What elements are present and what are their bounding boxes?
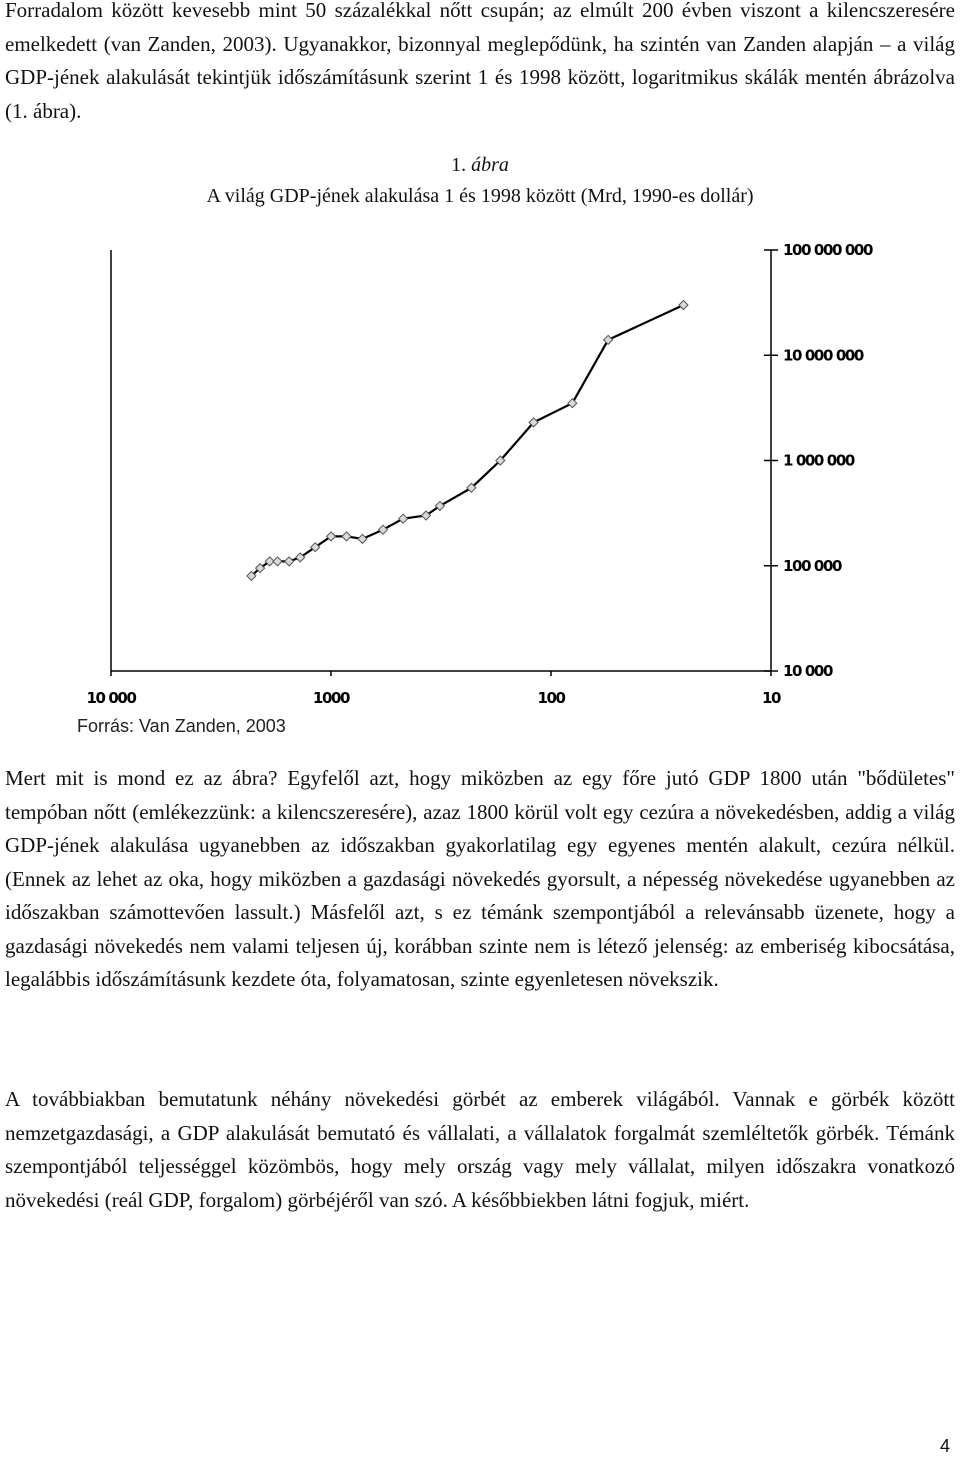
gdp-data-point	[568, 399, 577, 408]
gdp-chart-svg	[0, 230, 960, 720]
figure-number-word: ábra	[471, 154, 509, 176]
paragraph-intro: Forradalom között kevesebb mint 50 százalékkal nőtt csupán; az elmúlt 200 évben viszont a kilencszeresére emelkedett (van Zanden, 2003). Ugyanakkor, bizonnyal meglepődünk, ha szintén van Zanden alapján – a világ GDP-jének alakulását tekintjük időszámításunk szerint 1 és 1998 között, logaritmikus skálák mentén ábrázolva (1. ábra).	[5, 0, 955, 123]
figure-title: A világ GDP-jének alakulása 1 és 1998 között (Mrd, 1990-es dollár)	[206, 185, 754, 207]
y-tick-label: 10 000 000	[783, 346, 863, 365]
x-tick-label: 1000	[312, 689, 350, 707]
chart-ticks	[86, 241, 872, 707]
chart-axes	[111, 250, 771, 671]
gdp-data-point	[273, 557, 282, 566]
figure-source: Forrás: Van Zanden, 2003	[77, 716, 286, 736]
figure-number-value: 1.	[451, 154, 467, 176]
y-tick-label: 100 000	[783, 556, 842, 575]
x-tick-label: 10	[761, 689, 781, 707]
y-tick-label: 10 000	[783, 662, 833, 680]
gdp-data-point	[399, 514, 408, 523]
paragraph-outlook: A továbbiakban bemutatunk néhány növekedési görbét az emberek világából. Vannak e görbék között nemzetgazdasági, a GDP alakulását bemutató és vállalati, a vállalatok forgalmát szemléltetők görbék. Témánk szempontjából teljességgel közömbös, hogy mely ország vagy mely vállalat, milyen időszakra vonatkozó növekedési (reál GDP, forgalom) görbéjéről van szó. A későbbiekben látni fogjuk, miért.	[5, 1087, 955, 1212]
chart-series	[247, 301, 688, 581]
gdp-series-line	[251, 305, 683, 576]
gdp-data-point	[285, 557, 294, 566]
gdp-chart	[0, 230, 960, 720]
gdp-data-point	[342, 532, 351, 541]
page-number: 4	[940, 1436, 951, 1456]
x-tick-label: 10 000	[86, 689, 136, 707]
gdp-data-point	[379, 525, 388, 534]
y-tick-label: 1 000 000	[783, 451, 854, 470]
x-tick-label: 100	[537, 689, 565, 707]
figure-number	[0, 152, 960, 178]
gdp-data-point	[604, 335, 613, 344]
gdp-data-point	[679, 301, 688, 310]
paragraph-discussion: Mert mit is mond ez az ábra? Egyfelől azt, hogy miközben az egy főre jutó GDP 1800 után "bődületes" tempóban nőtt (emlékezzünk: a kilencszeresére), azaz 1800 körül volt egy cezúra a növekedésben, addig a világ GDP-jének alakulása ugyanebben az időszakban gyakorlatilag egy egyenes mentén alakult, cezúra nélkül. (Ennek az lehet az oka, hogy miközben a gazdasági növekedés gyorsult, a népesség növekedése ugyanebben az időszakban számottevően lassult.) Másfelől azt, s ez témánk szempontjából a relevánsabb üzenete, hogy a gazdasági növekedés nem valami teljesen új, korábban szinte nem is létező jelenség: az emberiség kibocsátása, legalábbis időszámításunk kezdete óta, folyamatosan, szinte egyenletesen növekszik.	[5, 766, 955, 991]
gdp-data-point	[358, 534, 367, 543]
y-tick-label: 100 000 000	[783, 241, 872, 259]
